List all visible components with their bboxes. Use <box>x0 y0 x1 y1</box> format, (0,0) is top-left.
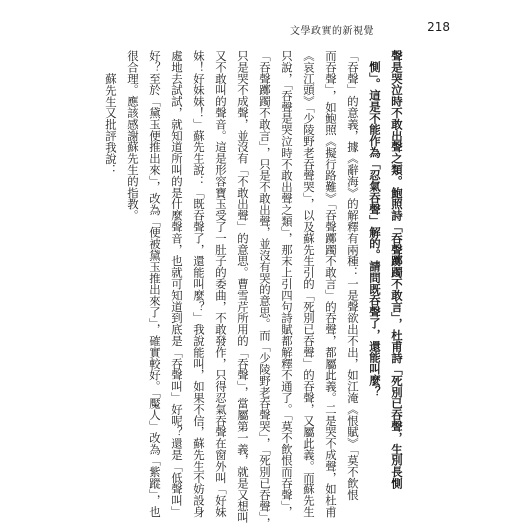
body-text-line: 「吞聲躑躅不敢言」，只是不敢出聲，並沒有哭的意思。而「少陵野老吞聲哭」，「死別已吞聲」， <box>258 50 272 529</box>
body-text-line: 只是哭不成聲，並沒有「不敢出聲」的意思。曹雪芹所用的「吞聲」，當屬第一義，就是又想叫 <box>236 50 250 524</box>
body-text-line: 「吞聲」的意義，據《辭海》的解釋有兩種：一是聲欲出不出，如江淹《恨賦》「莫不飲恨 <box>346 50 360 501</box>
body-text-line: 蘇先生又批評我說： <box>104 72 118 176</box>
vertical-text-block <box>104 50 406 529</box>
body-text-line: 好？至於「黛玉便推出來」，改為「便被黛玉推出來了」，確實較好。「魘人」改為「紫蹤」，也 <box>148 50 162 518</box>
running-head-title: 文學政實的新視覺 <box>290 26 374 37</box>
body-text-line: 處地去試試，就知道所叫的是什麼聲音，也就可知道到底是「吞聲叫」好呢？還是「低聲叫」 <box>170 50 184 518</box>
body-text-line: 《哀江頭》「少陵野老吞聲哭」，以及蘇先生引的「死別已吞聲」的吞聲，又屬此義。而蘇先生 <box>302 50 316 518</box>
body-text-line: 很合理。應該感謝蘇先生的指教。 <box>126 50 140 221</box>
body-text-line: 又不敢叫的聲音。這是形容寶玉受了一肚子的委曲，不敢發作，只得忍氣吞聲在窗外叫「好妹 <box>214 50 228 518</box>
body-text-line: 而吞聲」，如鮑照《擬行路難》「吞聲躑躅不敢言」的吞聲，都屬此義。二是哭不成聲，如杜甫 <box>324 50 338 518</box>
quoted-criticism-line: 聲是哭泣時不敢出聲之類。鮑照詩「吞聲躑躅不敢言」，杜甫詩「死別已吞聲，生別長惻 <box>390 50 404 489</box>
body-text-line: 只說，「吞聲是哭泣時不敢出聲之類」，那末上引四句詩賦都解釋不通了。「莫不飲恨而吞聲」， <box>280 50 294 518</box>
body-text-line: 妹！好妹妹！」蘇先生說：「既吞聲了，還能叫麼？」我說能叫，如果不信，蘇先生不妨設身 <box>192 50 206 518</box>
running-head <box>290 20 450 38</box>
page-number: 218 <box>427 20 450 34</box>
quoted-criticism-line: 惻」。這是不能作為「忍氣吞聲」解的。請問既吞聲了，還能叫麼？ <box>368 61 382 398</box>
